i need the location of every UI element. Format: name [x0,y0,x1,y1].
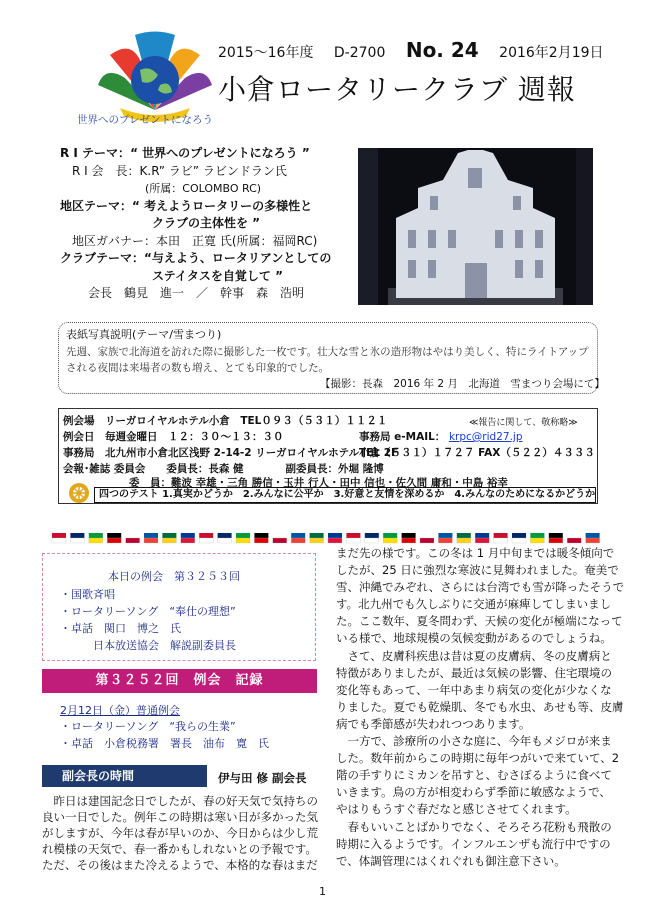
flag-icon [530,533,544,538]
article-line: 昨日は建国記念日でしたが、春の好天気で気持ちの [42,794,318,808]
email-label: 事務局 e-MAIL： [359,431,446,443]
photo-description-text: 先週、家族で北海道を訪れた際に撮影した一枚です。壮大な雪と氷の造形物はやはり美しく、特にライトアップされる夜間は来場者の数も増え、とても印象的でした。 [66,346,589,374]
theme-value: 本田 正寛 氏(所属：福岡RC) [156,233,318,248]
flag-icon [254,538,268,543]
flag-icon [383,533,397,538]
article-line: す。北九州でも久しぶりに交通が麻痺してしまいまし [336,597,612,612]
flag-icon [218,533,232,538]
meeting-item: ・ロータリーソング “我らの生業” [60,720,236,733]
article-line: がしますが、今年は春が早いのか、今日からは少し荒 [42,826,318,840]
today-item: ・ロータリーソング “奉仕の理想” [60,605,236,618]
flag-icon [420,538,434,543]
article-line: やはりもうすぐ春だなと感じさせてくれます。 [336,802,577,817]
flag-icon [236,533,250,538]
district-code: D-2700 [333,45,386,61]
theme-label: R I テーマ： [60,146,131,160]
article-line: 変化等もあって、一年中あまり病気の変化が少なくな [336,682,612,697]
flag-icon [457,538,471,543]
theme-block [60,145,360,303]
article-line: 良い一日でした。例年この時期は寒い日が多かった気 [42,810,318,824]
flag-icon [218,538,232,543]
flag-icon [70,538,84,543]
flag-icon [457,533,471,538]
flag-icon [549,538,563,543]
email-link[interactable]: krpc@rid27.jp [448,431,523,443]
club-theme-cont: ステイタスを自覚して ” [152,268,283,283]
article-line: れ模様の天気で、春一番かもしれないとの予報です。 [42,842,317,856]
flag-icon [310,533,324,538]
meeting-item: ・卓話 小倉税務署 署長 油布 寛 氏 [60,737,269,750]
flag-icon [70,533,84,538]
flag-icon [567,533,581,538]
article-line: さて、皮膚科疾患は昔は夏の皮膚病、冬の皮膚病と [336,648,612,663]
flag-icon [346,538,360,543]
vp-article-right [336,545,625,870]
flag-icon [291,533,305,538]
article-line: 階の手すりにミカンを吊すと、むさぼるように食べて [336,768,612,783]
article-line: 特徴がありましたが、最近は気候の影響、住宅環境の [336,665,612,680]
venue-note: ≪報告に関して、敬称略≫ [469,418,578,428]
meeting-day: 例会日 毎週金曜日 １２：３０～１３：３０ [63,431,284,443]
ri-president-affiliation: (所属：COLOMBO RC) [145,182,262,195]
flag-icon [291,538,305,543]
flag-icon [530,538,544,543]
theme-value: “ 考えようロータリーの多様性と [132,198,313,213]
cover-photo [358,148,593,305]
flag-icon [383,538,397,543]
issue-number: No. 24 [405,38,479,62]
flag-icon [475,533,489,538]
flag-icon [365,533,379,538]
district-theme-cont: クラブの主体性を ” [152,216,261,230]
flag-icon [181,533,195,538]
article-line: 雪、沖縄でみぞれ、さらには台湾でも雪が降ったそうで [336,580,625,595]
flag-icon [586,538,600,543]
flag-icon [438,533,452,538]
flag-icon [494,538,508,543]
article-line: た。ここ数年、夏冬問わず、天候の変化が極端になって [336,614,623,629]
flag-icon [199,538,213,543]
email-row [359,429,522,444]
article-line: りました。夏でも乾燥肌、冬でも水虫、あせも等、皮膚 [336,699,624,714]
today-item: ・卓話 関口 博之 氏 [60,622,181,635]
ri-theme [60,145,360,163]
photo-description-title: 表紙写真説明(テーマ/雪まつり) [66,328,222,341]
meeting-record-banner: 第３２５２回 例会 記録 [42,669,317,693]
flag-icon [107,533,121,538]
theme-value: “ 世界へのプレゼントになろう ” [130,146,310,160]
issue-header [218,38,620,62]
flag-icon [438,538,452,543]
article-line: いる様で、地球規模の気候変動があるのでしょうね。 [336,631,612,646]
flag-icon [126,538,140,543]
vp-article-left [42,793,320,873]
theme-label: 地区テーマ： [60,198,133,213]
flag-icon [365,538,379,543]
rotary-wheel-icon [68,482,90,504]
flag-icon [567,538,581,543]
flag-icon [199,533,213,538]
office-phone: TEL（５３１）１７２７ FAX（５２２）４３３３ [359,447,595,459]
flag-icon [162,533,176,538]
office-address: 事務局 北九州市小倉北区浅野 2-14-2 リーガロイヤルホテル小倉 2F [63,447,399,459]
club-theme [60,250,360,268]
flag-icon [475,538,489,543]
flag-icon [402,533,416,538]
flag-icon [162,538,176,543]
flag-icon [89,533,103,538]
flag-icon [52,538,66,543]
flag-icon [586,533,600,538]
meeting-date: 2月12日（金）普通例会 [60,704,180,717]
president-secretary: 会長 鶴見 進一 ／ 幹事 森 浩明 [88,286,305,300]
issue-date: 2016年2月19日 [499,45,604,61]
article-line: で、体調管理にはくれぐれも御注意下さい。 [336,853,566,868]
article-line: まだ先の様です。この冬は 1 月中旬までは暖冬傾向で [336,546,615,560]
article-line: 病でも季節感が失われつつあります。 [336,716,531,731]
article-line: 春もいいことばかりでなく、そろそろ花粉も飛散の [336,819,612,834]
page-number: 1 [319,885,326,898]
theme-label: クラブテーマ： [60,251,145,265]
flag-icon [328,538,342,543]
flag-icon [402,538,416,543]
today-item: ・国歌斉唱 [60,588,115,601]
flag-icon [273,533,287,538]
photo-credit: 【撮影：長森 2016 年 2 月 北海道 雪まつり会場にて】 [320,378,605,390]
theme-value: K.R” ラビ” ラビンドラン氏 [139,163,287,178]
page-title: 小倉ロータリークラブ 週報 [218,73,576,106]
fiscal-year: 2015～16年度 [218,45,314,61]
committee-members: 委 員：難波 幸雄・三角 勝信・玉井 行人・田中 信也・佐久間 庸和・中島 裕幸 [129,477,508,489]
flag-icon [181,538,195,543]
logo-caption: 世界へのプレゼントになろう [76,114,214,126]
district-governor [60,233,360,251]
theme-label: R I 会 長： [72,163,140,178]
flag-icon [273,538,287,543]
article-line: した。数年前からこの時期に毎年つがいで来ていて、2 [336,751,620,766]
article-line: いきます。鳥の方が相変わらず季節に敏感なようで、 [336,785,611,800]
vp-time-banner: 副会長の時間 [42,765,207,787]
flags-decoration [50,530,602,544]
flag-icon [346,533,360,538]
theme-value: “与えよう、ロータリアンとしての [144,251,332,265]
flag-icon [107,538,121,543]
today-item: 日本放送協会 解説副委員長 [60,639,236,652]
flag-icon [512,533,526,538]
district-theme [60,198,360,216]
flag-icon [236,538,250,543]
vp-author: 伊与田 修 副会長 [218,771,307,785]
committee: 会報･雑誌 委員会 委員長：長森 健 副委員長：外堀 隆博 [63,463,384,475]
flag-icon [89,538,103,543]
article-line: したが、25 日に強烈な寒波に見舞われました。奄美で [336,563,619,578]
flag-icon [420,533,434,538]
article-line: 時期に入るようです。インフルエンザも流行中ですの [336,836,611,851]
flag-icon [254,533,268,538]
article-line: ただ、その後はまた冷えるようで、本格的な春はまだ [42,858,318,872]
flag-icon [144,533,158,538]
flag-icon [512,538,526,543]
today-meeting-title: 本日の例会 第３２５３回 [108,570,240,583]
flag-icon [52,533,66,538]
venue: 例会場 リーガロイヤルホテル小倉 TEL０９３（５３１）１１２１ [63,415,388,427]
flag-icon [328,533,342,538]
flag-icon [144,538,158,543]
article-line: 一方で、診療所の小さな庭に、今年もメジロが来ま [336,734,612,749]
flag-icon [494,533,508,538]
four-way-test: 四つのテスト 1.真実かどうか 2.みんなに公平か 3.好意と友情を深めるか 4.みんなのためになるかどうか [94,487,596,503]
flag-icon [549,533,563,538]
flag-icon [310,538,324,543]
ri-president [60,163,360,181]
flag-icon [126,533,140,538]
theme-label: 地区ガバナー： [72,233,157,248]
